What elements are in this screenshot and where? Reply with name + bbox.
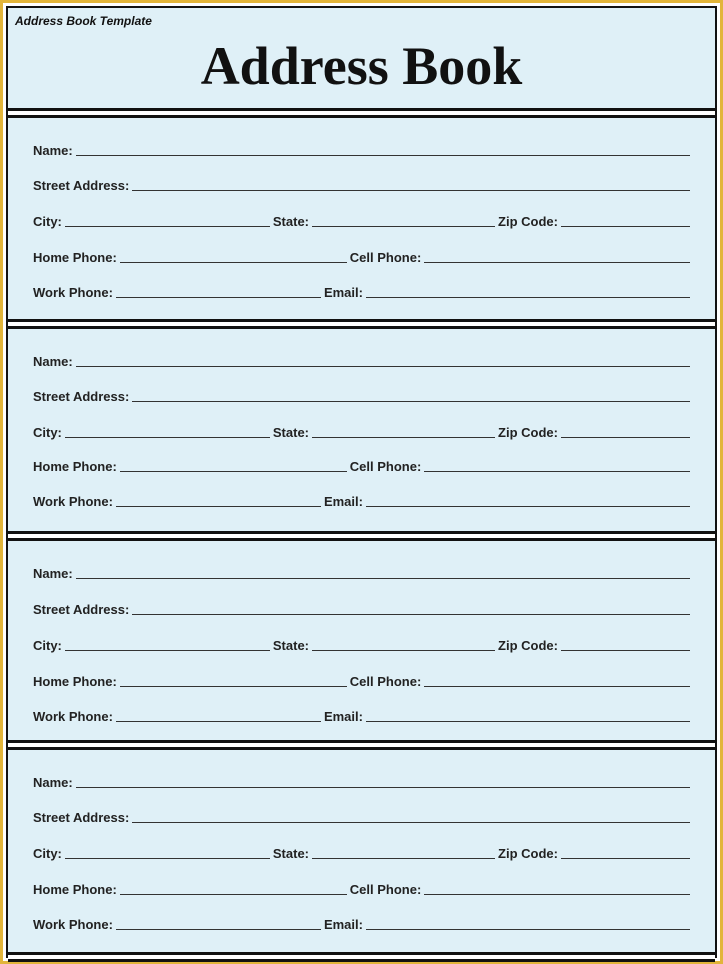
cell-phone-label: Cell Phone: bbox=[349, 250, 422, 265]
street-address-field[interactable] bbox=[132, 822, 690, 823]
zip-code-field[interactable] bbox=[561, 650, 690, 651]
name-label: Name: bbox=[33, 354, 73, 369]
address-entry-2 bbox=[8, 329, 715, 534]
street-address-field[interactable] bbox=[132, 401, 690, 402]
home-phone-field[interactable] bbox=[120, 686, 347, 687]
state-label: State: bbox=[272, 425, 310, 440]
work-phone-label: Work Phone: bbox=[33, 285, 113, 300]
state-field[interactable] bbox=[312, 858, 495, 859]
work-phone-field[interactable] bbox=[116, 297, 321, 298]
email-field[interactable] bbox=[366, 721, 690, 722]
city-label: City: bbox=[33, 846, 62, 861]
street-address-label: Street Address: bbox=[33, 810, 130, 825]
work-phone-label: Work Phone: bbox=[33, 917, 113, 932]
zip-code-field[interactable] bbox=[561, 226, 690, 227]
home-phone-label: Home Phone: bbox=[33, 250, 117, 265]
address-entry-3 bbox=[8, 541, 715, 741]
section-divider bbox=[8, 952, 715, 962]
work-phone-field[interactable] bbox=[116, 929, 321, 930]
name-field[interactable] bbox=[76, 787, 690, 788]
home-phone-field[interactable] bbox=[120, 262, 347, 263]
email-field[interactable] bbox=[366, 929, 690, 930]
email-label: Email: bbox=[323, 709, 363, 724]
home-phone-label: Home Phone: bbox=[33, 674, 117, 689]
state-label: State: bbox=[272, 214, 310, 229]
cell-phone-field[interactable] bbox=[424, 471, 690, 472]
state-label: State: bbox=[272, 846, 310, 861]
name-field[interactable] bbox=[76, 155, 690, 156]
zip-code-label: Zip Code: bbox=[498, 638, 558, 653]
name-label: Name: bbox=[33, 775, 73, 790]
zip-code-label: Zip Code: bbox=[498, 846, 558, 861]
street-address-label: Street Address: bbox=[33, 178, 130, 193]
city-label: City: bbox=[33, 638, 62, 653]
state-field[interactable] bbox=[312, 437, 495, 438]
email-label: Email: bbox=[323, 285, 363, 300]
city-label: City: bbox=[33, 214, 62, 229]
street-address-label: Street Address: bbox=[33, 602, 130, 617]
city-field[interactable] bbox=[65, 226, 270, 227]
email-field[interactable] bbox=[366, 506, 690, 507]
home-phone-label: Home Phone: bbox=[33, 459, 117, 474]
work-phone-field[interactable] bbox=[116, 721, 321, 722]
name-field[interactable] bbox=[76, 366, 690, 367]
zip-code-label: Zip Code: bbox=[498, 214, 558, 229]
page-sheet bbox=[6, 6, 717, 958]
section-divider bbox=[8, 108, 715, 118]
template-label: Address Book Template bbox=[15, 14, 152, 28]
city-field[interactable] bbox=[65, 650, 270, 651]
name-field[interactable] bbox=[76, 578, 690, 579]
cell-phone-field[interactable] bbox=[424, 894, 690, 895]
state-field[interactable] bbox=[312, 226, 495, 227]
cell-phone-label: Cell Phone: bbox=[349, 674, 422, 689]
address-entry-4 bbox=[8, 750, 715, 950]
street-address-field[interactable] bbox=[132, 614, 690, 615]
name-label: Name: bbox=[33, 143, 73, 158]
street-address-field[interactable] bbox=[132, 190, 690, 191]
address-entry-1 bbox=[8, 118, 715, 319]
state-field[interactable] bbox=[312, 650, 495, 651]
email-field[interactable] bbox=[366, 297, 690, 298]
work-phone-label: Work Phone: bbox=[33, 709, 113, 724]
cell-phone-label: Cell Phone: bbox=[349, 882, 422, 897]
home-phone-field[interactable] bbox=[120, 471, 347, 472]
zip-code-field[interactable] bbox=[561, 858, 690, 859]
name-label: Name: bbox=[33, 566, 73, 581]
section-divider bbox=[8, 319, 715, 329]
work-phone-label: Work Phone: bbox=[33, 494, 113, 509]
cell-phone-field[interactable] bbox=[424, 262, 690, 263]
state-label: State: bbox=[272, 638, 310, 653]
home-phone-field[interactable] bbox=[120, 894, 347, 895]
section-divider bbox=[8, 531, 715, 541]
section-divider bbox=[8, 740, 715, 750]
city-field[interactable] bbox=[65, 437, 270, 438]
street-address-label: Street Address: bbox=[33, 389, 130, 404]
home-phone-label: Home Phone: bbox=[33, 882, 117, 897]
city-field[interactable] bbox=[65, 858, 270, 859]
city-label: City: bbox=[33, 425, 62, 440]
cell-phone-label: Cell Phone: bbox=[349, 459, 422, 474]
zip-code-field[interactable] bbox=[561, 437, 690, 438]
zip-code-label: Zip Code: bbox=[498, 425, 558, 440]
email-label: Email: bbox=[323, 494, 363, 509]
work-phone-field[interactable] bbox=[116, 506, 321, 507]
cell-phone-field[interactable] bbox=[424, 686, 690, 687]
email-label: Email: bbox=[323, 917, 363, 932]
page-title: Address Book bbox=[200, 36, 523, 96]
